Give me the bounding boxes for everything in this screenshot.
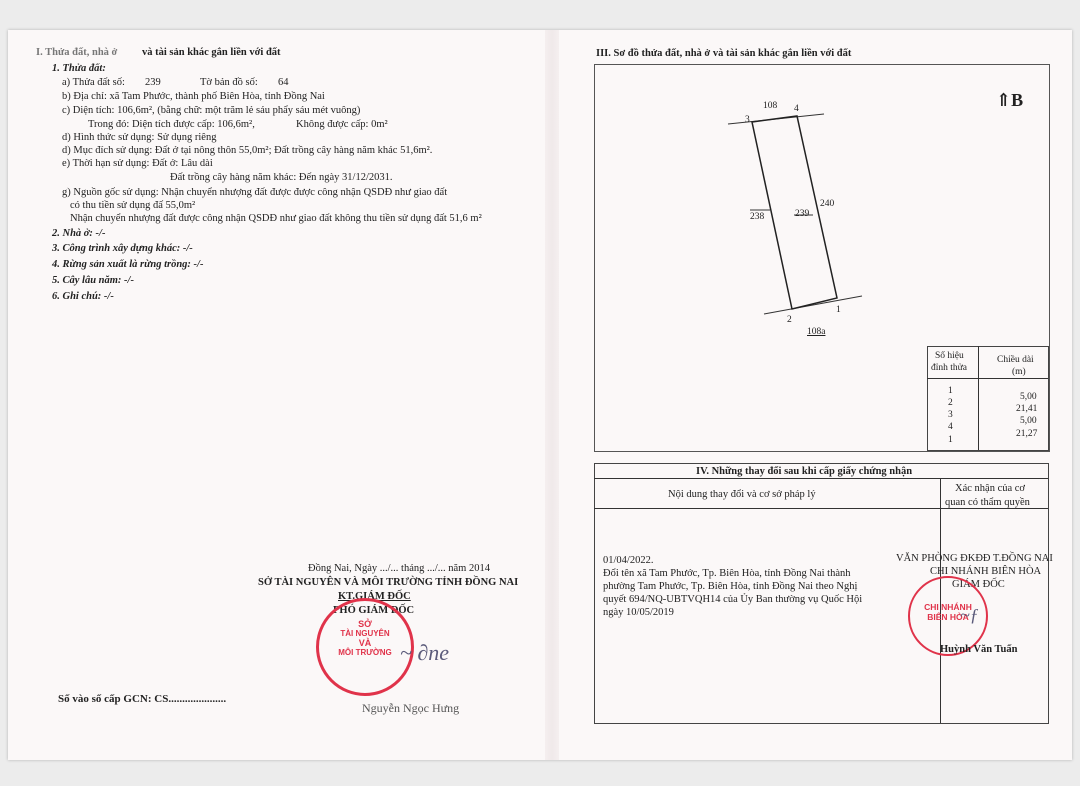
change-line: quyết 694/NQ-UBTVQH14 của Ủy Ban thường vụ Quốc Hội — [603, 594, 863, 605]
corner-4: 4 — [794, 104, 799, 114]
area: c) Diện tích: 106,6m², (bằng chữ: một trăm lẻ sáu phẩy sáu mét vuông) — [62, 105, 361, 116]
branch-seal-line: BIÊN HÒA — [927, 612, 969, 622]
section-5: 5. Cây lâu năm: -/- — [52, 275, 134, 286]
map-sheet-label: Tờ bản đồ số: — [200, 77, 258, 88]
dim-point: 2 — [948, 398, 953, 408]
branch-seal-line: CHI NHÁNH — [924, 602, 972, 612]
dim-point: 3 — [948, 410, 953, 420]
page-fold — [545, 30, 559, 760]
office-signature-icon: ~ƒ — [960, 605, 979, 625]
parcel-label: a) Thửa đất số: — [62, 77, 125, 88]
office-branch: CHI NHÁNH BIÊN HÒA — [930, 566, 1042, 577]
dim-length: 5,00 — [1020, 416, 1037, 426]
office-name: VĂN PHÒNG ĐKĐĐ T.ĐỒNG NAI — [896, 553, 1053, 564]
left-heading: và tài sản khác gắn liền với đất — [142, 47, 281, 58]
dim-point: 1 — [948, 435, 953, 445]
dim-header-length: Chiều dài — [997, 355, 1034, 365]
kt-director: KT.GIÁM ĐỐC — [338, 591, 411, 602]
map-left-label: 238 — [750, 212, 765, 222]
usage-term: e) Thời hạn sử dụng: Đất ở: Lâu dài — [62, 158, 213, 169]
changes-col-confirm: Xác nhận của cơ — [955, 483, 1025, 494]
change-line: ngày 10/05/2019 — [603, 607, 674, 618]
usage-form: d) Hình thức sử dụng: Sử dụng riêng — [62, 132, 217, 143]
usage-term-2: Đất trồng cây hàng năm khác: Đến ngày 31/12/2031. — [170, 172, 393, 183]
section-2: 2. Nhà ở: -/- — [52, 228, 106, 239]
table-header-line — [927, 378, 1048, 379]
section-3: 3. Công trình xây dựng khác: -/- — [52, 243, 193, 254]
section-6: 6. Ghi chú: -/- — [52, 291, 114, 302]
dim-point: 1 — [948, 386, 953, 396]
map-section-heading: III. Sơ đồ thửa đất, nhà ở và tài sản khác gắn liền với đất — [596, 48, 852, 59]
map-top-label: 108 — [763, 101, 778, 111]
origin-2: có thu tiền sử dụng đấ 55,0m² — [70, 200, 196, 211]
bottom-road-line — [764, 296, 862, 314]
change-line: phường Tam Phước, Tp. Biên Hòa, tỉnh Đồng Nai theo Nghị — [603, 581, 858, 592]
dim-length: 5,00 — [1020, 392, 1037, 402]
left-heading-prefix: I. Thửa đất, nhà ở — [36, 47, 118, 58]
map-sheet-number: 64 — [278, 77, 289, 88]
origin-1: g) Nguồn gốc sử dụng: Nhận chuyển nhượng đất được được công nhận QSDĐ như giao đất — [62, 187, 448, 198]
seal-line: VÀ — [358, 638, 372, 648]
changes-col-content: Nội dung thay đổi và cơ sở pháp lý — [668, 489, 816, 500]
dim-length: 21,41 — [1016, 404, 1038, 414]
area-not-granted: Không được cấp: 0m² — [296, 119, 388, 130]
issue-date: Đồng Nai, Ngày .../... tháng .../... năm 2014 — [308, 563, 490, 574]
dim-header-length-2: (m) — [1012, 367, 1026, 377]
changes-title: IV. Những thay đổi sau khi cấp giấy chứng nhận — [696, 466, 913, 477]
corner-3: 3 — [745, 115, 750, 125]
change-line: Đổi tên xã Tam Phước, Tp. Biên Hòa, tỉnh Đồng Nai thành — [603, 568, 851, 579]
issuing-agency: SỞ TÀI NGUYÊN VÀ MÔI TRƯỜNG TỈNH ĐỒNG NAI — [258, 577, 519, 588]
table-divider — [978, 346, 979, 450]
corner-2: 2 — [787, 315, 792, 325]
signer-name: Nguyễn Ngọc Hưng — [362, 701, 460, 715]
parcel-number: 239 — [145, 77, 161, 88]
changes-title-line — [594, 478, 1048, 479]
dim-header-point-2: đỉnh thửa — [931, 363, 968, 373]
map-right-label: 240 — [820, 199, 835, 209]
gcn-book-number: Số vào số cấp GCN: CS..................... — [58, 693, 227, 705]
dim-point: 4 — [948, 422, 953, 432]
dim-header-point: Số hiệu — [935, 351, 964, 361]
area-granted: Trong đó: Diện tích được cấp: 106,6m², — [88, 119, 255, 130]
north-arrow-icon: ⇑B — [996, 90, 1024, 110]
seal-line: MÔI TRƯỜNG — [338, 648, 392, 657]
corner-1: 1 — [836, 305, 841, 315]
office-director: GIÁM ĐỐC — [952, 579, 1005, 590]
usage-purpose: d) Mục đích sử dụng: Đất ở tại nông thôn 55,0m²; Đất trồng cây hàng năm khác 51,6m². — [62, 145, 433, 156]
origin-3: Nhận chuyển nhượng đất được công nhận QSDĐ như giao đất không thu tiền sử dụng đất 51,6 m² — [70, 213, 482, 224]
director-signature-icon: ~ ∂ne — [400, 640, 450, 665]
change-date: 01/04/2022. — [603, 555, 654, 566]
section-1-title: 1. Thửa đất: — [52, 63, 106, 74]
map-center-label: 239 — [795, 209, 810, 219]
deputy-director: PHÓ GIÁM ĐỐC — [333, 605, 415, 616]
section-4: 4. Rừng sản xuất là rừng trồng: -/- — [52, 259, 204, 270]
seal-line: TÀI NGUYÊN — [340, 629, 390, 638]
changes-col-confirm-2: quan có thẩm quyền — [945, 497, 1030, 508]
office-signer: Huỳnh Văn Tuấn — [940, 644, 1018, 655]
seal-line: SỞ — [358, 619, 372, 629]
dim-length: 21,27 — [1016, 429, 1038, 439]
address: b) Địa chỉ: xã Tam Phước, thành phố Biên Hòa, tỉnh Đồng Nai — [62, 91, 325, 102]
map-bottom-label: 108a — [807, 327, 826, 337]
